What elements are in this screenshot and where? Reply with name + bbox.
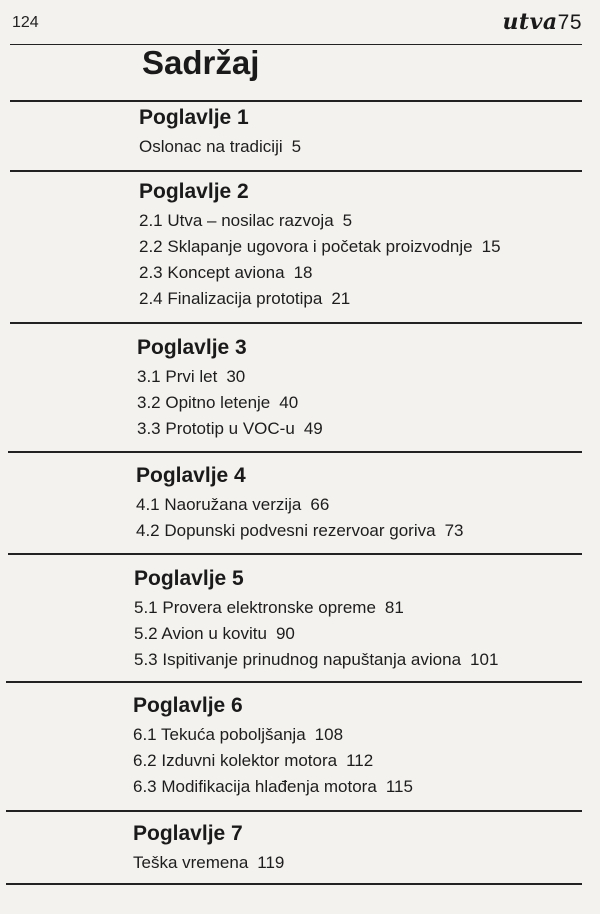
chapter-heading: Poglavlje 6 xyxy=(133,694,243,717)
toc-entry[interactable] xyxy=(133,722,413,748)
chapter-heading: Poglavlje 3 xyxy=(137,336,247,359)
divider xyxy=(6,681,582,683)
chapter-heading: Poglavlje 4 xyxy=(136,464,246,487)
divider xyxy=(10,170,582,172)
chapter-5 xyxy=(134,567,498,673)
chapter-heading: Poglavlje 1 xyxy=(139,106,249,129)
entry-title: 2.2 Sklapanje ugovora i početak proizvodnje xyxy=(139,237,473,256)
toc-entry[interactable] xyxy=(137,416,323,442)
toc-entry[interactable] xyxy=(139,234,501,260)
toc-entry[interactable] xyxy=(134,595,498,621)
chapter-7 xyxy=(133,822,284,876)
chapter-4 xyxy=(136,464,463,544)
entry-title: 4.2 Dopunski podvesni rezervoar goriva xyxy=(136,521,436,540)
toc-entry[interactable] xyxy=(136,518,463,544)
entry-page: 30 xyxy=(226,367,246,386)
entry-title: 5.3 Ispitivanje prinudnog napuštanja aviona xyxy=(134,650,462,669)
toc-entry[interactable] xyxy=(137,390,323,416)
entry-title: 2.4 Finalizacija prototipa xyxy=(139,289,323,308)
chapter-heading: Poglavlje 5 xyxy=(134,567,244,590)
toc-entry[interactable] xyxy=(133,850,284,876)
entry-page: 15 xyxy=(481,237,501,256)
header-rule xyxy=(10,44,582,45)
entry-page: 108 xyxy=(314,725,344,744)
entry-title: Teška vremena xyxy=(133,853,249,872)
entry-title: 3.2 Opitno letenje xyxy=(137,393,271,412)
entry-page: 90 xyxy=(275,624,295,643)
toc-entry[interactable] xyxy=(133,748,413,774)
entry-page: 5 xyxy=(291,137,302,156)
toc-entry[interactable] xyxy=(139,260,501,286)
chapter-1 xyxy=(139,106,301,160)
entry-page: 81 xyxy=(384,598,404,617)
entry-page: 73 xyxy=(444,521,464,540)
entry-title: 5.1 Provera elektronske opreme xyxy=(134,598,376,617)
entry-title: 4.1 Naoružana verzija xyxy=(136,495,302,514)
entry-title: 2.1 Utva – nosilac razvoja xyxy=(139,211,334,230)
entry-page: 18 xyxy=(293,263,313,282)
divider xyxy=(8,553,582,555)
page-title: Sadržaj xyxy=(142,44,260,81)
entry-page: 21 xyxy=(331,289,351,308)
entry-title: 6.2 Izduvni kolektor motora xyxy=(133,751,338,770)
toc-entry[interactable] xyxy=(139,208,501,234)
chapter-6 xyxy=(133,694,413,800)
divider xyxy=(8,451,582,453)
divider xyxy=(6,883,582,885)
entry-page: 5 xyxy=(342,211,353,230)
toc-entry[interactable] xyxy=(134,647,498,673)
divider xyxy=(6,810,582,812)
divider xyxy=(10,100,582,102)
page-number: 124 xyxy=(12,14,39,31)
divider xyxy=(10,322,582,324)
entry-title: 2.3 Koncept aviona xyxy=(139,263,285,282)
entry-page: 112 xyxy=(346,751,374,770)
entry-page: 49 xyxy=(303,419,323,438)
toc-entry[interactable] xyxy=(133,774,413,800)
entry-title: 3.1 Prvi let xyxy=(137,367,218,386)
toc-entry[interactable] xyxy=(136,492,463,518)
toc-entry[interactable] xyxy=(139,134,301,160)
entry-page: 101 xyxy=(470,650,499,669)
entry-page: 119 xyxy=(257,853,285,872)
entry-title: 6.1 Tekuća poboljšanja xyxy=(133,725,306,744)
chapter-heading: Poglavlje 2 xyxy=(139,180,249,203)
entry-title: 6.3 Modifikacija hlađenja motora xyxy=(133,777,377,796)
utva-75-logo xyxy=(502,9,582,35)
chapter-heading: Poglavlje 7 xyxy=(133,822,243,845)
logo-text: utva xyxy=(502,9,558,35)
entry-title: 5.2 Avion u kovitu xyxy=(134,624,267,643)
logo-number: 75 xyxy=(557,11,582,34)
toc-entry[interactable] xyxy=(139,286,501,312)
entry-page: 115 xyxy=(385,777,413,796)
entry-page: 66 xyxy=(310,495,330,514)
entry-title: Oslonac na tradiciji xyxy=(139,137,283,156)
toc-entry[interactable] xyxy=(137,364,323,390)
toc-entry[interactable] xyxy=(134,621,498,647)
entry-title: 3.3 Prototip u VOC-u xyxy=(137,419,295,438)
chapter-2 xyxy=(139,180,501,312)
entry-page: 40 xyxy=(279,393,299,412)
chapter-3 xyxy=(137,336,323,442)
